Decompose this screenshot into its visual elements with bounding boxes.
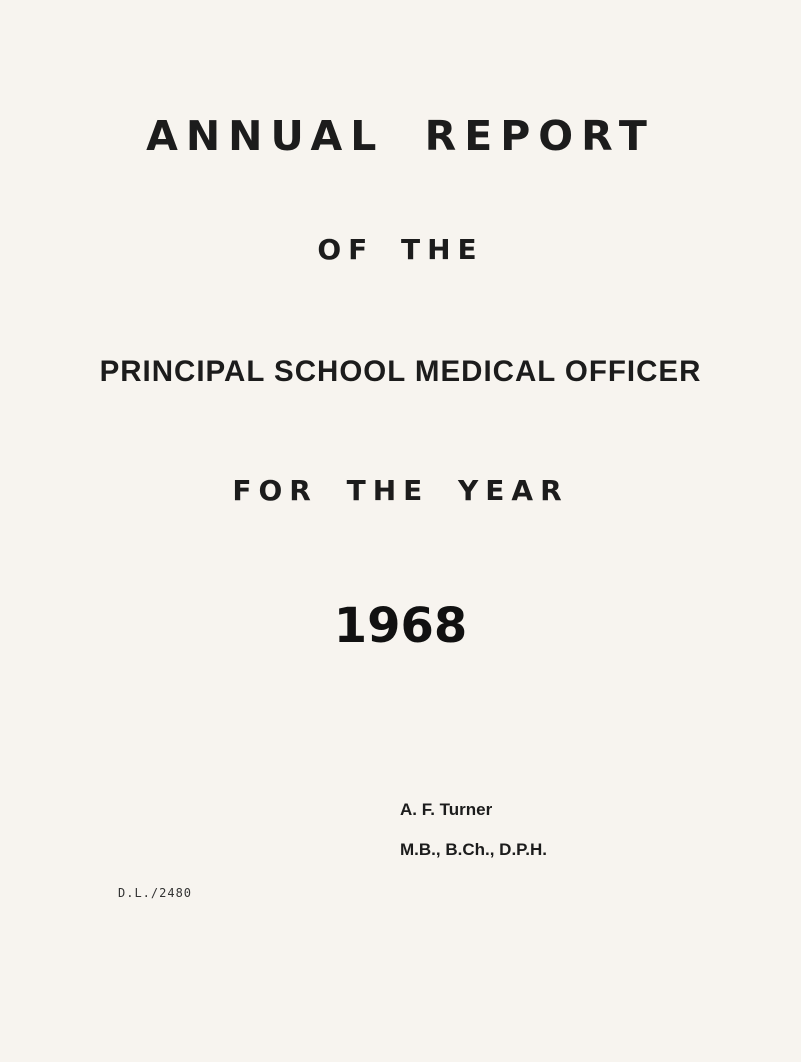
report-for-the-year: FOR THE YEAR [232,474,569,507]
report-title: ANNUAL REPORT [146,112,655,160]
report-subtitle-of-the: OF THE [317,233,484,266]
report-year: 1968 [333,598,468,654]
report-officer-title: PRINCIPAL SCHOOL MEDICAL OFFICER [99,355,702,388]
author-qualifications: M.B., B.Ch., D.P.H. [400,840,548,859]
reference-code: D.L./2480 [118,886,193,900]
author-name: A. F. Turner [400,800,493,819]
